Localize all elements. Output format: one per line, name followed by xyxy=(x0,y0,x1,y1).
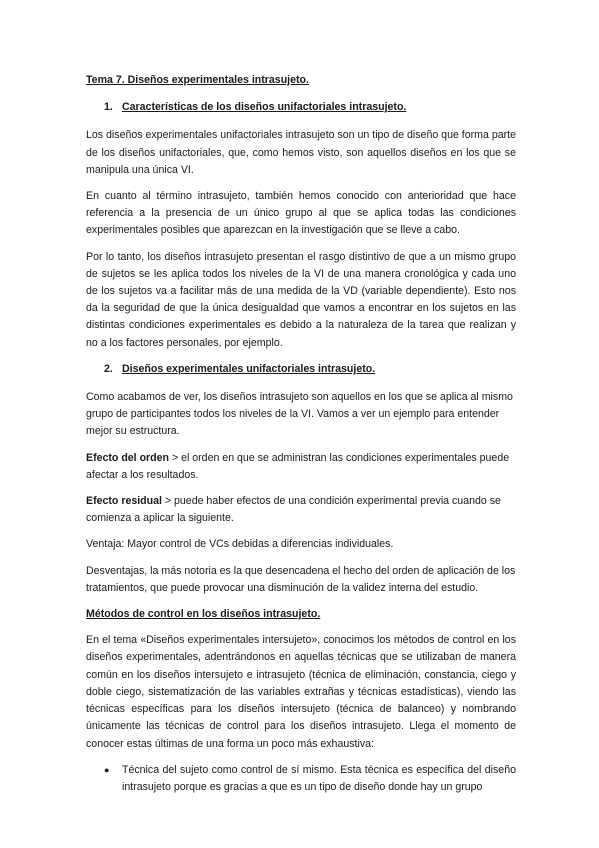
metodos-paragraph: En el tema «Diseños experimentales intersujeto», conocimos los métodos de control en los diseños experimentales, adentrándonos en aquellas técnicas que se utilizaban de manera común en los diseños intersujeto e intrasujeto (técnica de eliminación, constancia, ciego y doble ciego, sistematización de las variables extrañas y técnicas estadísticas), viendo las técnicas específicas para los diseños intersujeto (técnica de balanceo) y nombrando únicamente las técnicas de control para los diseños intrasujeto. Llega el momento de conocer estas últimas de una forma un poco más exhaustiva: xyxy=(86,634,516,750)
section-1-heading xyxy=(86,99,516,116)
document-page xyxy=(86,72,516,796)
efecto-residual-text: > puede haber efectos de una condición experimental previa cuando se comienza a aplicar la siguiente. xyxy=(86,495,501,525)
section-2-number: 2. xyxy=(104,362,113,375)
bullet-icon: ● xyxy=(104,764,110,775)
section-1-paragraph-1: Los diseños experimentales unifactoriales intrasujeto son un tipo de diseño que forma parte de los diseños unifactoriales, que, como hemos visto, son aquellos diseños en los que se manipula una única VI. xyxy=(86,129,516,176)
section-2-heading xyxy=(86,361,516,378)
efecto-orden-text: > el orden en que se administran las condiciones experimentales puede afectar a los resultados. xyxy=(86,451,510,481)
section-1-number: 1. xyxy=(104,101,113,114)
desventajas-paragraph: Desventajas, la más notoria es la que desencadena el hecho del orden de aplicación de los tratamientos, que puede provocar una disminución de la validez interna del estudio. xyxy=(86,564,516,594)
efecto-orden-term: Efecto del orden xyxy=(86,451,169,464)
bullet-item-1-text: Técnica del sujeto como control de sí mismo. Esta técnica es específica del diseño intrasujeto porque es gracias a que es un tipo de diseño donde hay un grupo xyxy=(122,763,516,793)
ventaja-paragraph: Ventaja: Mayor control de VCs debidas a diferencias individuales. xyxy=(86,538,394,551)
section-1-title: Características de los diseños unifactoriales intrasujeto. xyxy=(122,101,407,114)
efecto-residual-paragraph xyxy=(86,493,516,527)
efecto-residual-term: Efecto residual xyxy=(86,495,162,508)
metodos-heading: Métodos de control en los diseños intrasujeto. xyxy=(86,608,321,621)
document-title: Tema 7. Diseños experimentales intrasujeto. xyxy=(86,74,309,86)
section-2-paragraph-1: Como acabamos de ver, los diseños intrasujeto son aquellos en los que se aplica al mismo grupo de participantes todos los niveles de la VI. Vamos a ver un ejemplo para entender mejor su estructura. xyxy=(86,391,513,438)
efecto-orden-paragraph xyxy=(86,450,516,484)
bullet-item-1 xyxy=(86,762,516,796)
section-2-title: Diseños experimentales unifactoriales intrasujeto. xyxy=(122,362,376,375)
section-1-paragraph-2: En cuanto al término intrasujeto, también hemos conocido con anterioridad que hace referencia a la presencia de un único grupo al que se aplica todas las condiciones experimentales posibles que aparezcan en la investigación que se lleve a cabo. xyxy=(86,190,516,237)
section-1-paragraph-3: Por lo tanto, los diseños intrasujeto presentan el rasgo distintivo de que a un mismo grupo de sujetos se les aplica todos los niveles de la VI de una manera cronológica y cada uno de los sujetos va a facilitar más de una medida de la VD (variable dependiente). Esto nos da la seguridad de que la única desigualdad que vamos a encontrar en los sujetos en las distintas condiciones experimentales es debido a la naturaleza de la tarea que realizan y no a los factores personales, por ejemplo. xyxy=(86,250,516,349)
